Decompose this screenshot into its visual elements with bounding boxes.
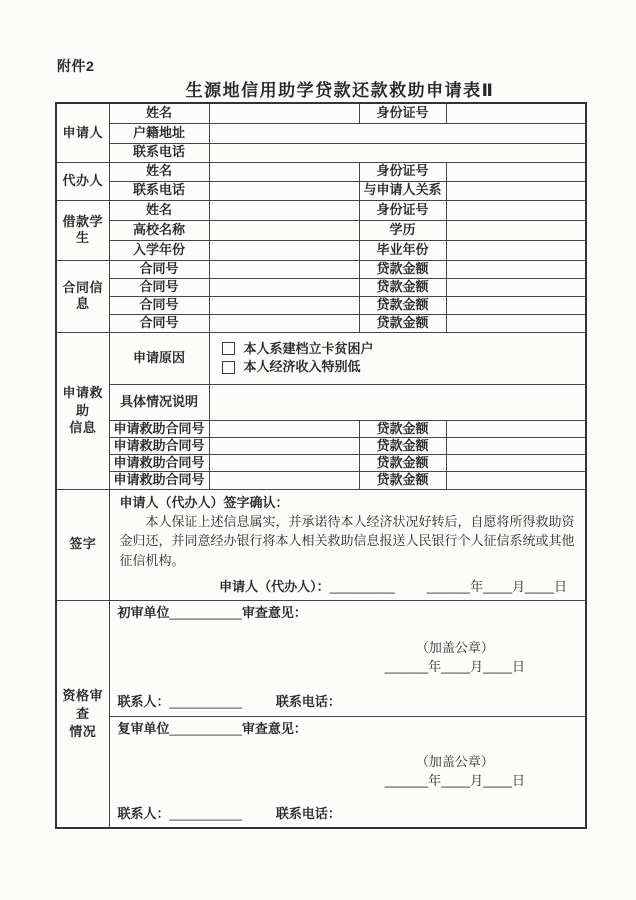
table-row bbox=[56, 314, 586, 332]
group-label-aid-info: 申请救助 信息 bbox=[56, 332, 109, 489]
agent-relation-value-cell bbox=[446, 181, 586, 200]
applicant-address-value-cell bbox=[209, 123, 586, 143]
contact-blank: __________ bbox=[169, 694, 242, 710]
contract-no-value-cell bbox=[209, 260, 359, 278]
group-label-agent: 代办人 bbox=[56, 162, 109, 200]
first-review-contact-line bbox=[118, 694, 578, 710]
signer-blank: _________ bbox=[329, 579, 395, 595]
signature-heading: 申请人（代办人）签字确认： bbox=[119, 494, 289, 510]
applicant-phone-value-cell bbox=[209, 143, 586, 162]
student-college-label: 高校名称 bbox=[109, 220, 209, 240]
loan-amount-value-cell bbox=[446, 472, 586, 489]
loan-amount-label: 贷款金额 bbox=[359, 260, 446, 278]
contract-no-value-cell bbox=[209, 314, 359, 332]
aid-contract-no-label: 申请救助合同号 bbox=[109, 437, 209, 454]
contract-no-label: 合同号 bbox=[109, 260, 209, 278]
table-row bbox=[56, 240, 586, 260]
loan-amount-label: 贷款金额 bbox=[359, 296, 446, 314]
aid-contract-no-label: 申请救助合同号 bbox=[109, 420, 209, 437]
second-review-cell bbox=[109, 716, 586, 828]
contract-no-value-cell bbox=[209, 296, 359, 314]
opinion-label: 审查意见： bbox=[241, 720, 307, 736]
loan-amount-label: 贷款金额 bbox=[359, 472, 446, 489]
table-row bbox=[56, 143, 586, 162]
applicant-name-value-cell bbox=[209, 103, 359, 123]
contract-no-label: 合同号 bbox=[109, 278, 209, 296]
first-review-unit-label: 初审单位 bbox=[117, 604, 170, 620]
first-review-seal-area bbox=[385, 640, 577, 675]
agent-name-label: 姓名 bbox=[109, 162, 209, 181]
loan-amount-value-cell bbox=[446, 278, 586, 296]
second-review-unit-label: 复审单位 bbox=[117, 720, 170, 736]
contact-label: 联系人： bbox=[117, 806, 170, 822]
group-label-student: 借款学生 bbox=[56, 200, 109, 260]
agent-id-value-cell bbox=[446, 162, 586, 181]
loan-amount-value-cell bbox=[446, 296, 586, 314]
student-enroll-label: 入学年份 bbox=[109, 240, 209, 260]
application-form-table bbox=[55, 102, 587, 829]
contact-blank: __________ bbox=[169, 806, 242, 822]
table-row bbox=[56, 437, 586, 454]
contact-label: 联系人： bbox=[117, 694, 170, 710]
first-review-header bbox=[118, 605, 578, 621]
table-row bbox=[56, 296, 586, 314]
student-grad-value-cell bbox=[446, 240, 586, 260]
applicant-id-value-cell bbox=[446, 103, 586, 123]
student-grad-label: 毕业年份 bbox=[359, 240, 446, 260]
contract-no-label: 合同号 bbox=[109, 296, 209, 314]
student-id-value-cell bbox=[446, 200, 586, 220]
applicant-name-label: 姓名 bbox=[109, 103, 209, 123]
seal-note: （加盖公章） bbox=[415, 754, 494, 770]
table-row bbox=[56, 181, 586, 200]
table-row bbox=[56, 200, 586, 220]
student-college-value-cell bbox=[209, 220, 359, 240]
first-review-cell bbox=[109, 600, 586, 716]
aid-contract-no-label: 申请救助合同号 bbox=[109, 455, 209, 472]
reason-options-cell bbox=[209, 332, 586, 384]
second-review-contact-line bbox=[118, 806, 578, 822]
reason-label: 申请原因 bbox=[109, 332, 209, 384]
contact-phone-label: 联系电话： bbox=[275, 694, 341, 710]
student-degree-value-cell bbox=[446, 220, 586, 240]
table-row bbox=[56, 455, 586, 472]
student-id-label: 身份证号 bbox=[359, 200, 446, 220]
detail-label: 具体情况说明 bbox=[109, 384, 209, 420]
second-review-seal-area bbox=[385, 754, 577, 789]
signature-statement: 本人保证上述信息属实，并承诺待本人经济状况好转后，自愿将所得救助资金归还，并同意经办银行将本人相关救助信息报送人民银行个人征信系统或其他征信机构。 bbox=[119, 513, 575, 568]
contract-no-value-cell bbox=[209, 278, 359, 296]
unit-blank: __________ bbox=[169, 604, 242, 620]
second-review-header bbox=[118, 721, 578, 737]
signature-cell bbox=[109, 489, 586, 600]
loan-amount-label: 贷款金额 bbox=[359, 314, 446, 332]
table-row bbox=[56, 278, 586, 296]
reason-option-1: 本人系建档立卡贫困户 bbox=[222, 341, 580, 357]
applicant-address-label: 户籍地址 bbox=[109, 123, 209, 143]
aid-contract-no-label: 申请救助合同号 bbox=[109, 472, 209, 489]
applicant-phone-label: 联系电话 bbox=[109, 143, 209, 162]
seal-note: （加盖公章） bbox=[415, 640, 494, 656]
group-label-signature: 签字 bbox=[56, 489, 109, 600]
table-row bbox=[56, 103, 586, 123]
loan-amount-value-cell bbox=[446, 260, 586, 278]
table-row bbox=[56, 260, 586, 278]
student-name-label: 姓名 bbox=[109, 200, 209, 220]
reason-option-2: 本人经济收入特别低 bbox=[222, 359, 580, 375]
table-row bbox=[56, 384, 586, 420]
table-row bbox=[56, 716, 586, 828]
loan-amount-label: 贷款金额 bbox=[359, 278, 446, 296]
form-title: 生源地信用助学贷款还款救助申请表Ⅱ bbox=[185, 81, 495, 100]
signature-date-blank: ______年____月____日 bbox=[426, 579, 567, 595]
agent-id-label: 身份证号 bbox=[359, 162, 446, 181]
aid-contract-no-value-cell bbox=[209, 437, 359, 454]
loan-amount-label: 贷款金额 bbox=[359, 437, 446, 454]
checkbox-icon bbox=[222, 342, 235, 355]
unit-blank: __________ bbox=[169, 720, 242, 736]
opinion-label: 审查意见： bbox=[241, 604, 307, 620]
loan-amount-label: 贷款金额 bbox=[359, 455, 446, 472]
group-label-applicant: 申请人 bbox=[56, 103, 109, 162]
group-label-review: 资格审查 情况 bbox=[56, 600, 109, 828]
student-name-value-cell bbox=[209, 200, 359, 220]
contract-no-label: 合同号 bbox=[109, 314, 209, 332]
table-row bbox=[56, 489, 586, 600]
table-row bbox=[56, 332, 586, 384]
checkbox-icon bbox=[222, 361, 235, 374]
attachment-label: 附件2 bbox=[57, 58, 95, 74]
aid-contract-no-value-cell bbox=[209, 455, 359, 472]
aid-contract-no-value-cell bbox=[209, 420, 359, 437]
loan-amount-value-cell bbox=[446, 437, 586, 454]
signature-line bbox=[120, 579, 576, 595]
table-row bbox=[56, 420, 586, 437]
loan-amount-label: 贷款金额 bbox=[359, 420, 446, 437]
student-enroll-value-cell bbox=[209, 240, 359, 260]
signer-label: 申请人（代办人）： bbox=[219, 579, 330, 595]
student-degree-label: 学历 bbox=[359, 220, 446, 240]
table-row bbox=[56, 472, 586, 489]
detail-value-cell bbox=[209, 384, 586, 420]
table-row bbox=[56, 123, 586, 143]
loan-amount-value-cell bbox=[446, 420, 586, 437]
aid-contract-no-value-cell bbox=[209, 472, 359, 489]
table-row bbox=[56, 162, 586, 181]
group-label-contract: 合同信息 bbox=[56, 260, 109, 332]
table-row bbox=[56, 600, 586, 716]
seal-date-blank: ______年____月____日 bbox=[384, 658, 525, 674]
agent-phone-value-cell bbox=[209, 181, 359, 200]
seal-date-blank: ______年____月____日 bbox=[384, 772, 525, 788]
applicant-id-label: 身份证号 bbox=[359, 103, 446, 123]
agent-relation-label: 与申请人关系 bbox=[359, 181, 446, 200]
loan-amount-value-cell bbox=[446, 314, 586, 332]
agent-phone-label: 联系电话 bbox=[109, 181, 209, 200]
agent-name-value-cell bbox=[209, 162, 359, 181]
contact-phone-label: 联系电话： bbox=[275, 806, 341, 822]
table-row bbox=[56, 220, 586, 240]
loan-amount-value-cell bbox=[446, 455, 586, 472]
